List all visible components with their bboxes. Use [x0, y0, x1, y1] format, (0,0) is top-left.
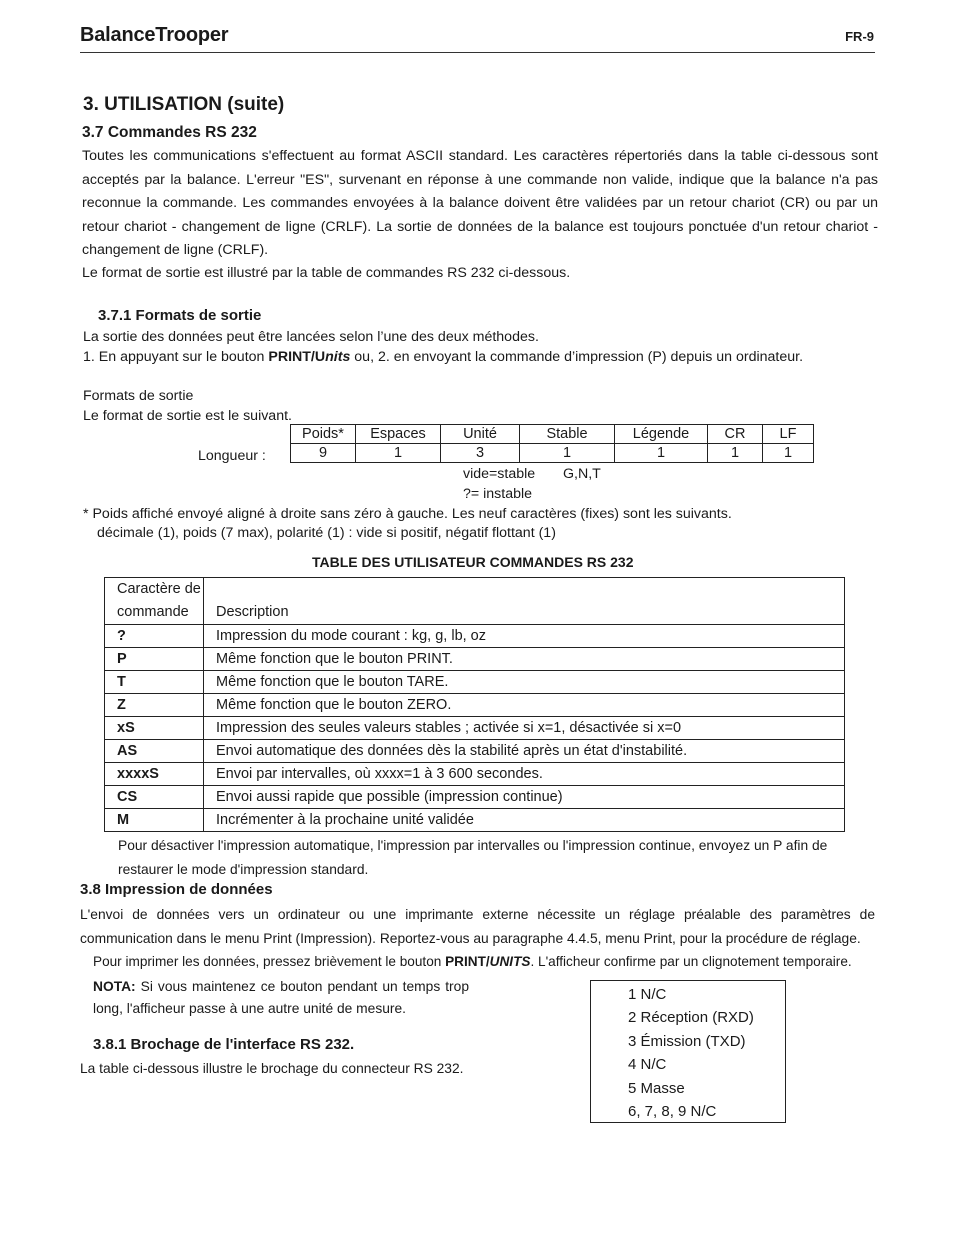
- length-label: Longueur :: [198, 448, 266, 464]
- note-block: [93, 976, 469, 1020]
- subsection-3-7-title: 3.7 Commandes RS 232: [82, 124, 257, 141]
- table-row: [105, 717, 845, 740]
- pin-3: 3 Émission (TXD): [628, 1033, 746, 1050]
- output-methods-text-a: 1. En appuyant sur le bouton: [83, 349, 269, 365]
- print-units-button-label-2: PRINT/UNITS: [445, 954, 531, 969]
- description-cell: Impression des seules valeurs stables ; activée si x=1, désactivée si x=0: [204, 717, 845, 740]
- footnote-line-2: décimale (1), poids (7 max), polarité (1) : vide si positif, négatif flottant (1): [97, 525, 556, 541]
- command-cell: T: [105, 671, 204, 694]
- subsection-3-7-1-title: 3.7.1 Formats de sortie: [98, 307, 262, 324]
- table-row: [105, 763, 845, 786]
- description-cell: Même fonction que le bouton TARE.: [204, 671, 845, 694]
- format-col-unit: Unité: [441, 425, 520, 444]
- format-col-cr: CR: [708, 425, 763, 444]
- table-row: [105, 625, 845, 648]
- command-cell: xS: [105, 717, 204, 740]
- pin-1: 1 N/C: [628, 986, 667, 1003]
- pin-5: 5 Masse: [628, 1080, 685, 1097]
- description-cell: Envoi aussi rapide que possible (impression continue): [204, 786, 845, 809]
- command-cell: P: [105, 648, 204, 671]
- print-units-button-label: PRINT/Units: [268, 349, 351, 365]
- table-note: Pour désactiver l'impression automatique, l'impression par intervalles ou l'impression continue, envoyez un P afin de restaurer le mode d'impression standard.: [118, 838, 828, 877]
- format-len-lf: 1: [763, 444, 814, 463]
- subsection-3-8-title: 3.8 Impression de données: [80, 881, 273, 898]
- output-format-length-row: [291, 444, 814, 463]
- table-row: [105, 671, 845, 694]
- description-cell: Envoi automatique des données dès la stabilité après un état d'instabilité.: [204, 740, 845, 763]
- output-format-header-row: [291, 425, 814, 444]
- table-row: [105, 694, 845, 717]
- table-row: [105, 786, 845, 809]
- description-cell: Incrémenter à la prochaine unité validée: [204, 809, 845, 832]
- pin-2: 2 Réception (RXD): [628, 1009, 754, 1026]
- note-label: NOTA:: [93, 979, 136, 994]
- format-len-stable: 1: [520, 444, 615, 463]
- format-len-legend: 1: [615, 444, 708, 463]
- pin-4: 4 N/C: [628, 1056, 667, 1073]
- output-methods-text-b: ou, 2. en envoyant la commande d’impression (P) depuis un ordinateur.: [350, 349, 804, 365]
- output-methods-detail: [83, 347, 803, 367]
- header-command-char: Caractère de commande: [105, 578, 204, 625]
- format-col-legend: Légende: [615, 425, 708, 444]
- output-methods-line: La sortie des données peut être lancées selon l’une des deux méthodes.: [83, 329, 539, 345]
- page-number: FR-9: [845, 29, 874, 44]
- command-table-title: TABLE DES UTILISATEUR COMMANDES RS 232: [312, 554, 634, 570]
- format-col-weight: Poids*: [291, 425, 356, 444]
- print-instruction-text-a: Pour imprimer les données, pressez brièvement le bouton: [93, 954, 446, 969]
- format-col-spaces: Espaces: [356, 425, 441, 444]
- description-cell: Même fonction que le bouton PRINT.: [204, 648, 845, 671]
- section-title: 3. UTILISATION (suite): [83, 94, 285, 115]
- format-col-stable: Stable: [520, 425, 615, 444]
- format-len-spaces: 1: [356, 444, 441, 463]
- subsection-3-8-1-title: 3.8.1 Brochage de l'interface RS 232.: [93, 1036, 355, 1053]
- unstable-note: ?= instable: [463, 486, 533, 502]
- header-divider: [80, 52, 875, 53]
- table-row: [105, 740, 845, 763]
- command-cell: AS: [105, 740, 204, 763]
- command-cell: Z: [105, 694, 204, 717]
- intro-paragraph-2: Le format de sortie est illustré par la table de commandes RS 232 ci-dessous.: [82, 265, 571, 281]
- command-table-header: [105, 578, 845, 625]
- table-row: [105, 809, 845, 832]
- format-col-lf: LF: [763, 425, 814, 444]
- pinout-paragraph: La table ci-dessous illustre le brochage du connecteur RS 232.: [80, 1061, 464, 1076]
- intro-paragraph: Toutes les communications s'effectuent au format ASCII standard. Les caractères répertoriés dans la table ci-dessous sont acceptés par la balance. L'erreur "ES", survenant en réponse à une commande non valide, indique que la balance n'a pas reconnue la commande. Les commandes envoyées à la balance doivent être validées par un retour chariot (CR) ou par un retour chariot - changement de ligne (CRLF). La sortie de données de la balance est toujours ponctuée d'un retour chariot - changement de ligne (CRLF).: [82, 148, 878, 259]
- pinout-box: [590, 980, 786, 1123]
- output-format-table: [290, 424, 814, 463]
- command-cell: ?: [105, 625, 204, 648]
- description-cell: Impression du mode courant : kg, g, lb, oz: [204, 625, 845, 648]
- format-len-cr: 1: [708, 444, 763, 463]
- stable-note: vide=stable: [463, 466, 536, 482]
- note-text: Si vous maintenez ce bouton pendant un temps trop long, l'afficheur passe à une autre unité de mesure.: [93, 979, 469, 1016]
- description-cell: Même fonction que le bouton ZERO.: [204, 694, 845, 717]
- pin-6-9: 6, 7, 8, 9 N/C: [628, 1103, 717, 1120]
- format-len-unit: 3: [441, 444, 520, 463]
- document-header-title: BalanceTrooper: [80, 24, 229, 46]
- print-instruction-text-b: . L'afficheur confirme par un clignotement temporaire.: [530, 954, 852, 969]
- command-cell: xxxxS: [105, 763, 204, 786]
- print-paragraph: L'envoi de données vers un ordinateur ou une imprimante externe nécessite un réglage préalable des paramètres de communication dans le menu Print (Impression). Reportez-vous au paragraphe 4.4.5, menu Print, pour la procédure de réglage.: [80, 907, 875, 946]
- command-table: [104, 577, 845, 832]
- print-instruction: [93, 950, 852, 974]
- legend-note: G,N,T: [563, 466, 601, 482]
- output-format-intro: Le format de sortie est le suivant.: [83, 408, 292, 424]
- footnote-line-1: * Poids affiché envoyé aligné à droite sans zéro à gauche. Les neuf caractères (fixes) sont les suivants.: [83, 506, 732, 522]
- command-cell: CS: [105, 786, 204, 809]
- command-cell: M: [105, 809, 204, 832]
- format-len-weight: 9: [291, 444, 356, 463]
- output-formats-label: Formats de sortie: [83, 388, 194, 404]
- description-cell: Envoi par intervalles, où xxxx=1 à 3 600 secondes.: [204, 763, 845, 786]
- table-row: [105, 648, 845, 671]
- header-description: Description: [204, 578, 845, 625]
